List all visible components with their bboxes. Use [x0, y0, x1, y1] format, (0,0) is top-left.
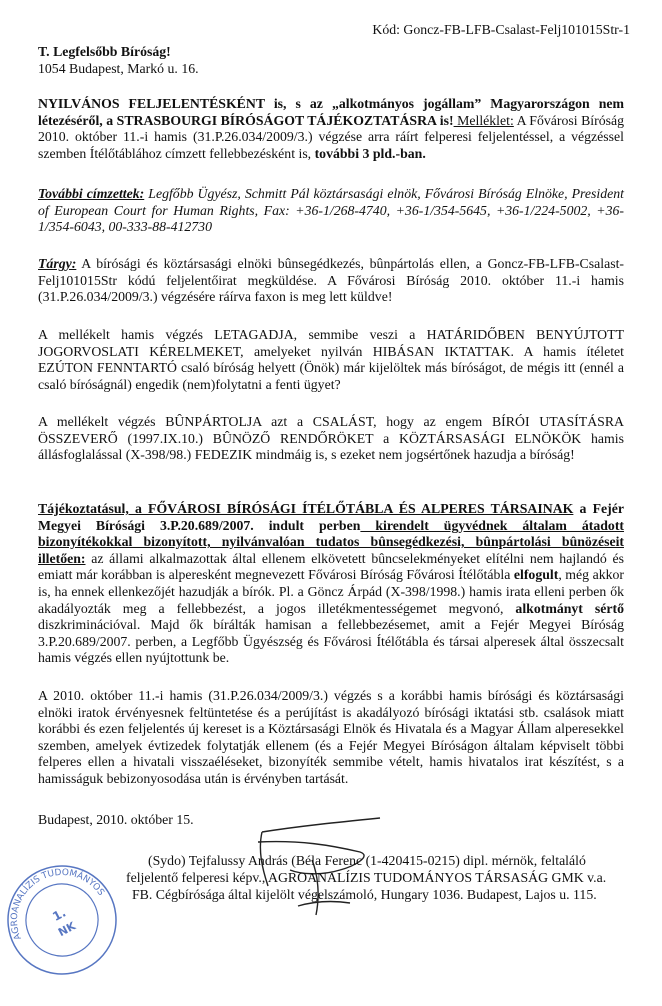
info-biased: elfogult	[510, 567, 559, 583]
signer-line-2: feljelentő felperesi képv., AGROANALÍZIS TUDOMÁNYOS TÁRSASÁG GMK v.a.	[126, 870, 607, 885]
attachment-label: Melléklet:	[453, 112, 514, 128]
svg-text:AGROANALÍZIS TUDOMÁNYOS TÁRSAS	[0, 75, 108, 950]
info-unconstitutional: alkotmányt sértő	[503, 600, 624, 616]
info-heading: Tájékoztatásul, a FŐVÁROSI BÍRÓSÁGI ÍTÉLŐTÁBLA ÉS ALPERES TÁRSAINAK	[38, 501, 574, 516]
info-case: a Fejér Megyei Bírósági 3.P.20.689/2007. indult perben	[38, 501, 624, 533]
stamp-ring-text: AGROANALÍZIS TUDOMÁNYOS	[9, 867, 106, 942]
intro-copies: további 3 pld.-ban.	[311, 145, 426, 161]
signer-line-3: FB. Cégbírósága által kijelölt végelszámoló, Hungary 1036. Budapest, Lajos u. 115.	[132, 887, 597, 902]
recipient-address: 1054 Budapest, Markó u. 16.	[38, 60, 199, 76]
stamp-center-text: NK	[56, 919, 78, 940]
subject-text: A bírósági és köztársasági elnöki bûnsegédkezés, bûnpártolás ellen, a Goncz-FB-LFB-Csalast-Felj101015Str kódú feljelentőirat megküldése. A Fővárosi Bíróság 2010. október 11.-i hamis (31.P.26.034/2009/3.) végzésére ráírva faxon is meg lett küldve!	[38, 256, 624, 305]
final-paragraph: A 2010. október 11.-i hamis (31.P.26.034/2009/3.) végzés s a korábbi hamis bírósági és köztársasági elnöki iratok érvényesnek feltüntetése és a perújítást is akadályozó bírósági iktatási stb. csalások miatt korábbi és ezen feljelentés új kereset is a Köztársasági Elnök és Hivatala és a Magyar Állam alperesekkel szemben, amelyek évtizedek folytatják ellenem (és a Fejér Megyei Bíróságon általam képviselt többi felperes ellen a hivatali visszaéléseket, bizonyíték semmibe vételt, hamis hivatalos irat készítést, s a hamisságuk bebizonyosodása után is érvényben tartását.	[38, 688, 624, 786]
recipient-name: T. Legfelsőbb Bíróság!	[38, 44, 171, 59]
recipients-label: További címzettek:	[38, 186, 145, 201]
info-text-3: diszkriminációval. Majd ők bírálták hamisan a fellebbezésemet, amit a Fejér Megyei Bíróság 3.P.20.689/2007. perben, a Legfőbb Ügyészség és Fővárosi Ítélőtábla és társai alperesek által összecsalt hamis végzés ellen nyújtottunk be.	[38, 617, 624, 666]
denial-paragraph: A mellékelt hamis végzés LETAGADJA, semmibe veszi a HATÁRIDŐBEN BENYÚJTOTT JOGORVOSLATI KÉRELMEKET, amelyeket nyilván HIBÁSAN IKTATTAK. A hamis ítéletet EZÚTON FENNTARTÓ csaló bíróság helyett (Önök) már kijelöltek más bíróságot, de mégis itt (ennél a csaló bíróságnál) engedik (nem)folytatni a fenti ügyet?	[38, 327, 624, 392]
recipients-text: Legfőbb Ügyész, Schmitt Pál köztársasági elnök, Fővárosi Bíróság Elnöke, President of European Court for Human Rights, Fax: +36-1/268-4740, +36-1/354-5645, +36-1/224-5002, +36-1/354-6043, 00-333-88-412730	[38, 186, 624, 235]
info-text-1: az állami alkalmazottak által ellenem elkövetett bûncselekményeket elítélni nem hajlandó és emiatt már korábban is alperesként megnevezett Fővárosi Bíróság Fővárosi Ítélőtábla	[38, 550, 624, 583]
document-code: Kód: Goncz-FB-LFB-Csalast-Felj101015Str-1	[372, 22, 630, 37]
place-date: Budapest, 2010. október 15.	[38, 812, 194, 827]
signer-line-1: (Sydo) Tejfalussy András (Béla Ferenc (1-420415-0215) dipl. mérnök, feltaláló	[148, 853, 586, 868]
intro-bold-heading: NYILVÁNOS FELJELENTÉSKÉNT is, s az „alkotmányos jogállam” Magyarországon nem létezéséről, a STRASBOURGI BÍRÓSÁGOT TÁJÉKOZTATÁSRA is!	[38, 96, 624, 128]
info-evidence: kirendelt ügyvédnek általam átadott bizonyítékokkal bizonyított, nyilvánvalóan tudatos bûnsegédkezési, bûnpártolási bûnözéseit illetően:	[38, 517, 625, 566]
info-text-2: , még akkor is, ha ennek ellenkezőjét hazudják a bírók. Pl. a Göncz Árpád (X-398/1998.) hamis irata elleni perben ők akadályozták meg a fellebbezést, a jogos illetékmentességemet megvonó,	[38, 567, 624, 616]
stamp-number: 1.	[50, 905, 69, 924]
intro-text: A Fővárosi Bíróság 2010. október 11.-i hamis (31.P.26.034/2009/3.) végzése arra ráírt felperesi feljelentéssel, a végzéssel szemben Ítélőtáblához címzett fellebbezésként is,	[38, 112, 625, 161]
subject-label: Tárgy:	[38, 256, 77, 271]
protection-paragraph: A mellékelt végzés BÛNPÁRTOLJA azt a CSALÁST, hogy az engem BÍRÓI UTASÍTÁSRA ÖSSZEVERŐ (1997.IX.10.) BÛNÖZŐ RENDŐRÖKET a KÖZTÁRSASÁGI ELNÖKÖK hamis állásfoglalással (X-398/98.) FEDEZIK mindmáig is, s ezeket nem jogsértőnek hazudja a bíróság!	[38, 414, 624, 463]
